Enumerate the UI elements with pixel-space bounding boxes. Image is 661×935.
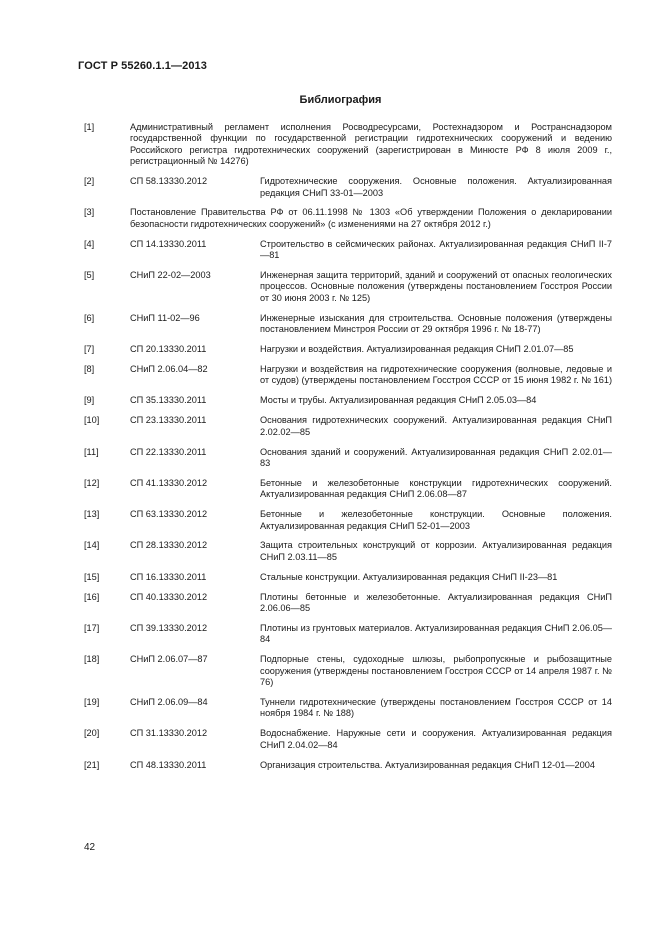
reference-code: СНиП 2.06.09—84 <box>130 697 208 708</box>
reference-item <box>84 176 612 199</box>
reference-code: СП 41.13330.2012 <box>130 477 208 488</box>
reference-item <box>84 344 612 355</box>
reference-code: СНиП 2.06.04—82 <box>130 364 208 374</box>
reference-item <box>84 313 612 336</box>
reference-number: [8] <box>84 364 95 374</box>
reference-code: СП 16.13330.2011 <box>130 571 207 582</box>
reference-code: СП 20.13330.2011 <box>130 344 207 355</box>
reference-number: [20] <box>84 728 100 739</box>
reference-text: Основания зданий и сооружений. Актуализированная редакция СНиП 2.02.01—83 <box>260 446 612 468</box>
reference-number: [14] <box>84 540 100 551</box>
reference-text: Защита строительных конструкций от коррозии. Актуализированная редакция СНиП 2.03.11—85 <box>260 540 612 562</box>
reference-text: Строительство в сейсмических районах. Актуализированная редакция СНиП II-7—81 <box>260 238 612 261</box>
reference-text: Стальные конструкции. Актуализированная редакция СНиП II-23—81 <box>260 571 558 582</box>
reference-number: [10] <box>84 415 100 426</box>
reference-number: [7] <box>84 344 95 355</box>
reference-code: СП 35.13330.2011 <box>130 395 207 406</box>
reference-code: СНиП 11-02—96 <box>130 312 200 323</box>
reference-number: [3] <box>84 207 95 218</box>
reference-text: Гидротехнические сооружения. Основные положения. Актуализированная редакция СНиП 33-01—2003 <box>260 176 612 198</box>
reference-code: СП 22.13330.2011 <box>130 446 207 457</box>
reference-item <box>84 592 612 615</box>
bibliography-title: Библиография <box>299 94 382 106</box>
reference-item <box>84 654 612 688</box>
reference-text: Плотины из грунтовых материалов. Актуализированная редакция СНиП 2.06.05—84 <box>260 623 612 645</box>
reference-number: [13] <box>84 509 100 520</box>
reference-code: СП 48.13330.2011 <box>130 759 207 770</box>
reference-item <box>84 207 612 230</box>
reference-item <box>84 478 612 501</box>
reference-text: Бетонные и железобетонные конструкции. Основные положения. Актуализированная редакция СНиП 52-01—2003 <box>260 509 612 531</box>
document-header: ГОСТ Р 55260.1.1—2013 <box>78 60 207 72</box>
reference-number: [9] <box>84 395 95 406</box>
reference-text: Нагрузки и воздействия на гидротехнические сооружения (волновые, ледовые и от судов) (утверждены постановлением Госстроя СССР от 15 июня 1982 г. № 161) <box>260 364 613 386</box>
reference-number: [4] <box>84 238 95 249</box>
reference-item <box>84 122 612 168</box>
reference-number: [5] <box>84 270 95 281</box>
reference-number: [19] <box>84 697 100 708</box>
reference-text: Организация строительства. Актуализированная редакция СНиП 12-01—2004 <box>260 759 595 770</box>
reference-text: Туннели гидротехнические (утверждены постановлением Госстроя СССР от 14 ноября 1984 г. № 188) <box>260 697 612 719</box>
page-number: 42 <box>84 842 96 853</box>
reference-item <box>84 728 612 751</box>
reference-item <box>84 270 612 304</box>
reference-number: [2] <box>84 176 95 187</box>
reference-code: СП 14.13330.2011 <box>130 238 207 249</box>
reference-number: [17] <box>84 623 100 633</box>
reference-number: [12] <box>84 477 100 488</box>
reference-text: Мосты и трубы. Актуализированная редакция СНиП 2.05.03—84 <box>260 395 537 406</box>
reference-text: Подпорные стены, судоходные шлюзы, рыбопропускные и рыбозащитные сооружения (утверждены постановлением Госстроя СССР от 14 апреля 1987 г. № 76) <box>260 654 612 688</box>
reference-item <box>84 239 612 262</box>
reference-item <box>84 415 612 438</box>
reference-code: СП 58.13330.2012 <box>130 176 208 187</box>
reference-number: [6] <box>84 312 95 323</box>
reference-item <box>84 540 612 563</box>
reference-item <box>84 364 612 387</box>
reference-text: Административный регламент исполнения Росводресурсами, Ростехнадзором и Ространснадзором государственной функции по государственной регистрации гидротехнических сооружений и ведению Российского регистра гидротехнических сооружений (зарегистрирован в Минюсте РФ 8 июля 2009 г., регистрационный № 14276) <box>130 122 612 167</box>
reference-code: СП 23.13330.2011 <box>130 415 207 426</box>
reference-item <box>84 509 612 532</box>
reference-text: Основания гидротехнических сооружений. Актуализированная редакция СНиП 2.02.02—85 <box>260 415 612 437</box>
reference-item <box>84 697 612 720</box>
reference-item <box>84 447 612 470</box>
reference-item <box>84 623 612 646</box>
reference-code: СНиП 2.06.07—87 <box>130 654 208 665</box>
reference-item <box>84 395 612 406</box>
reference-code: СП 63.13330.2012 <box>130 509 208 520</box>
reference-code: СП 31.13330.2012 <box>130 728 208 739</box>
reference-code: СП 40.13330.2012 <box>130 591 208 602</box>
reference-text: Нагрузки и воздействия. Актуализированная редакция СНиП 2.01.07—85 <box>260 344 574 355</box>
reference-number: [21] <box>84 759 100 770</box>
reference-number: [11] <box>84 446 99 457</box>
reference-item <box>84 572 612 583</box>
reference-number: [18] <box>84 654 100 665</box>
reference-text: Инженерные изыскания для строительства. Основные положения (утверждены постановлением Минстроя России от 29 октября 1996 г. № 18-77) <box>260 312 612 335</box>
reference-code: СП 39.13330.2012 <box>130 623 208 633</box>
reference-number: [16] <box>84 591 100 602</box>
reference-list <box>84 122 612 780</box>
reference-item <box>84 760 612 771</box>
reference-code: СНиП 22-02—2003 <box>130 270 211 281</box>
reference-text: Плотины бетонные и железобетонные. Актуализированная редакция СНиП 2.06.06—85 <box>260 591 612 614</box>
reference-text: Постановление Правительства РФ от 06.11.1998 № 1303 «Об утверждении Положения о декларировании безопасности гидротехнических сооружений» (с изменениями на 27 октября 2012 г.) <box>130 207 612 229</box>
reference-text: Бетонные и железобетонные конструкции гидротехнических сооружений. Актуализированная редакция СНиП 2.06.08—87 <box>260 477 612 500</box>
reference-number: [15] <box>84 571 100 582</box>
reference-number: [1] <box>84 122 95 132</box>
reference-text: Водоснабжение. Наружные сети и сооружения. Актуализированная редакция СНиП 2.04.02—84 <box>260 728 612 750</box>
reference-code: СП 28.13330.2012 <box>130 540 208 551</box>
reference-text: Инженерная защита территорий, зданий и сооружений от опасных геологических процессов. Основные положения (утверждены постановлением Госстроя России от 30 июня 2003 г. № 125) <box>260 270 612 303</box>
